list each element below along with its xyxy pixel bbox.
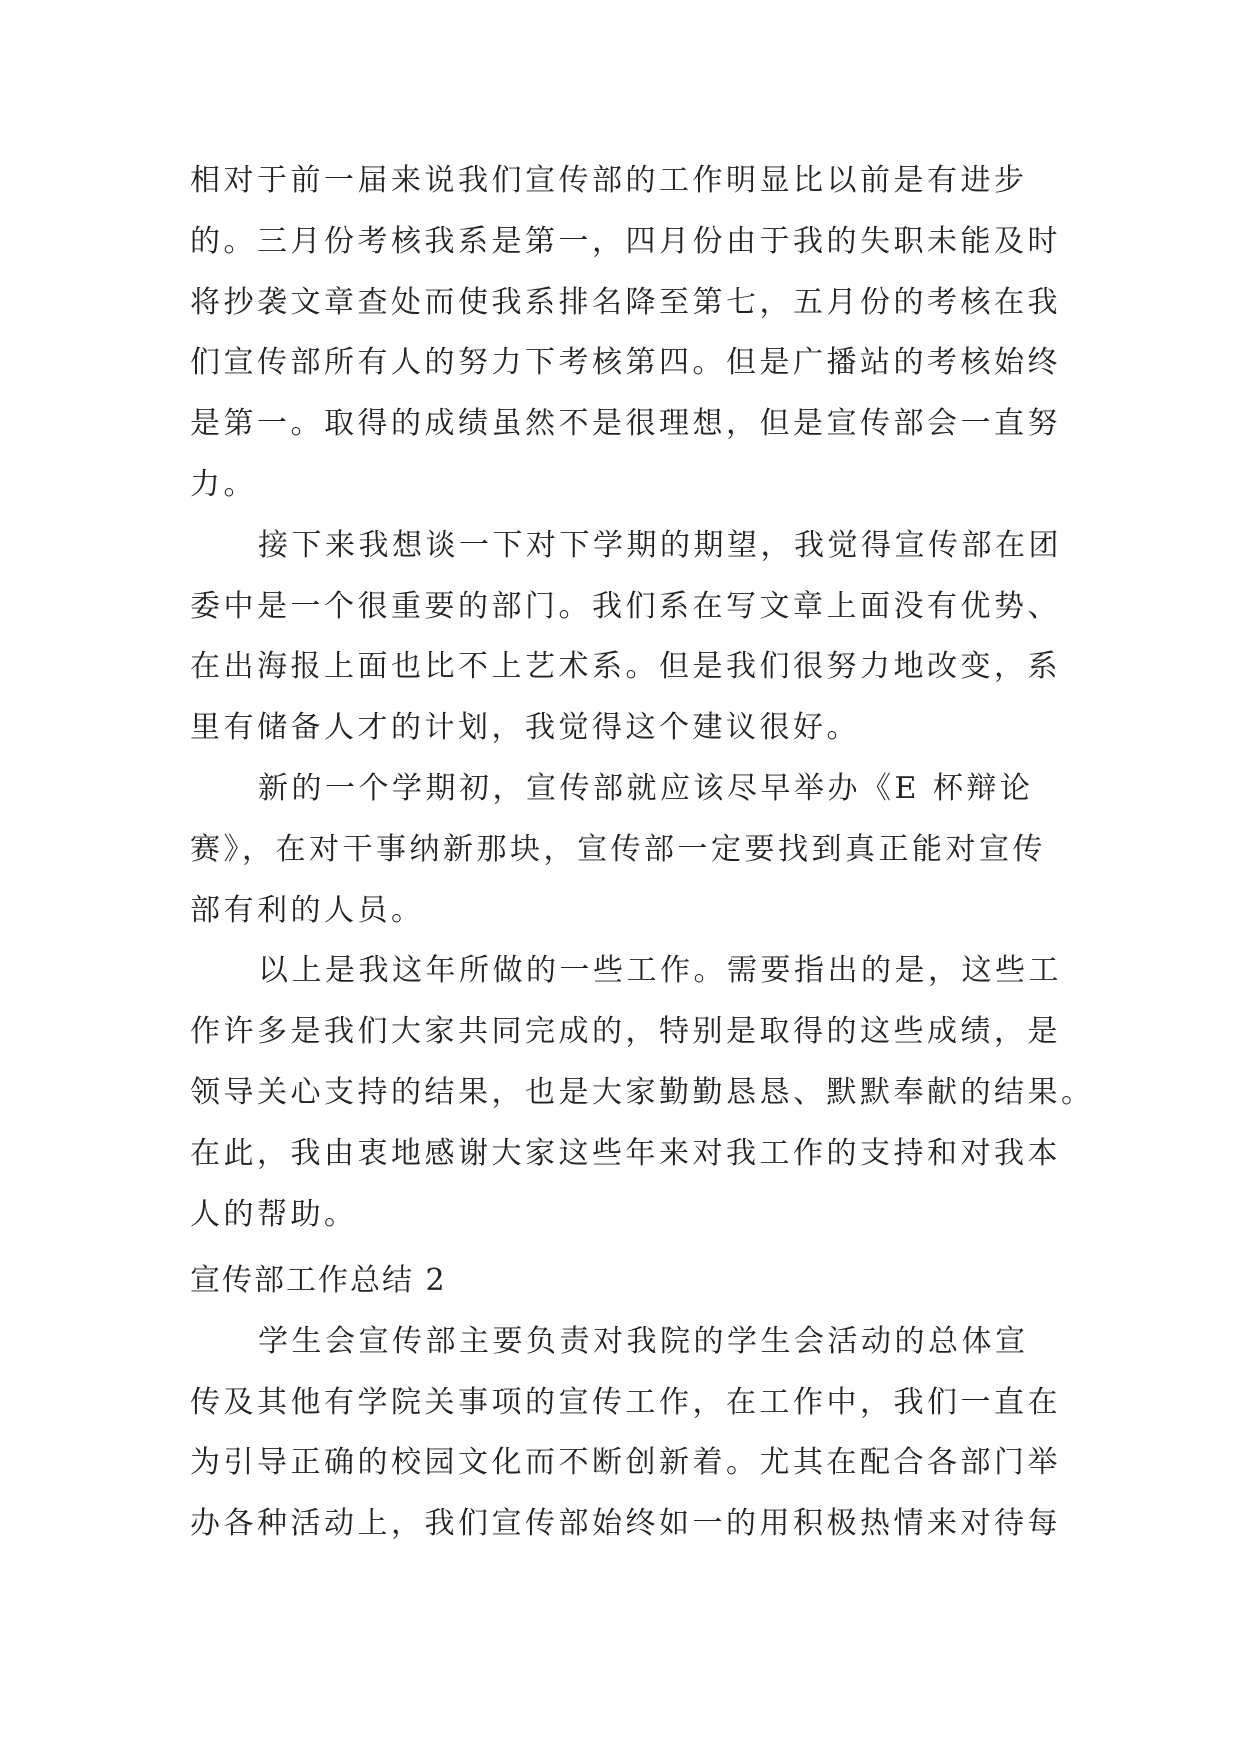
section-2-body <box>190 1251 1061 1555</box>
text-line: 在出海报上面也比不上艺术系。但是我们很努力地改变，系 <box>190 649 1061 685</box>
text-line: 在此，我由衷地感谢大家这些年来对我工作的支持和对我本 <box>190 1135 1061 1171</box>
text-line: 传及其他有学院关事项的宣传工作，在工作中，我们一直在 <box>190 1384 1061 1420</box>
text-line-indented: 接下来我想谈一下对下学期的期望，我觉得宣传部在团 <box>258 527 1062 563</box>
text-line-indented: 新的一个学期初，宣传部就应该尽早举办《E 杯辩论 <box>258 770 1034 806</box>
text-line: 人的帮助。 <box>190 1196 358 1232</box>
text-line: 将抄袭文章查处而使我系排名降至第七，五月份的考核在我 <box>190 284 1061 320</box>
text-line: 部有利的人员。 <box>190 892 425 928</box>
text-line: 为引导正确的校园文化而不断创新着。尤其在配合各部门举 <box>190 1445 1061 1481</box>
text-line: 里有储备人才的计划，我觉得这个建议很好。 <box>190 710 860 746</box>
text-line: 们宣传部所有人的努力下考核第四。但是广播站的考核始终 <box>190 345 1061 381</box>
text-line: 委中是一个很重要的部门。我们系在写文章上面没有优势、 <box>190 588 1061 624</box>
text-line: 领导关心支持的结果，也是大家勤勤恳恳、默默奉献的结果。 <box>190 1074 1095 1110</box>
section-heading: 宣传部工作总结 2 <box>190 1263 447 1298</box>
text-line: 赛》，在对干事纳新那块，宣传部一定要找到真正能对宣传 <box>190 831 1046 867</box>
text-line: 的。三月份考核我系是第一，四月份由于我的失职未能及时 <box>190 223 1061 259</box>
text-line-indented: 以上是我这年所做的一些工作。需要指出的是，这些工 <box>258 953 1062 989</box>
text-line: 作许多是我们大家共同完成的，特别是取得的这些成绩，是 <box>190 1014 1061 1050</box>
text-line-indented: 学生会宣传部主要负责对我院的学生会活动的总体宣 <box>258 1323 1029 1359</box>
text-line: 办各种活动上，我们宣传部始终如一的用积极热情来对待每 <box>190 1506 1061 1542</box>
text-line: 是第一。取得的成绩虽然不是很理想，但是宣传部会一直努 <box>190 406 1061 442</box>
text-line: 力。 <box>190 466 257 502</box>
text-line: 相对于前一届来说我们宣传部的工作明显比以前是有进步 <box>190 163 1028 198</box>
section-1-body <box>190 151 1095 1245</box>
